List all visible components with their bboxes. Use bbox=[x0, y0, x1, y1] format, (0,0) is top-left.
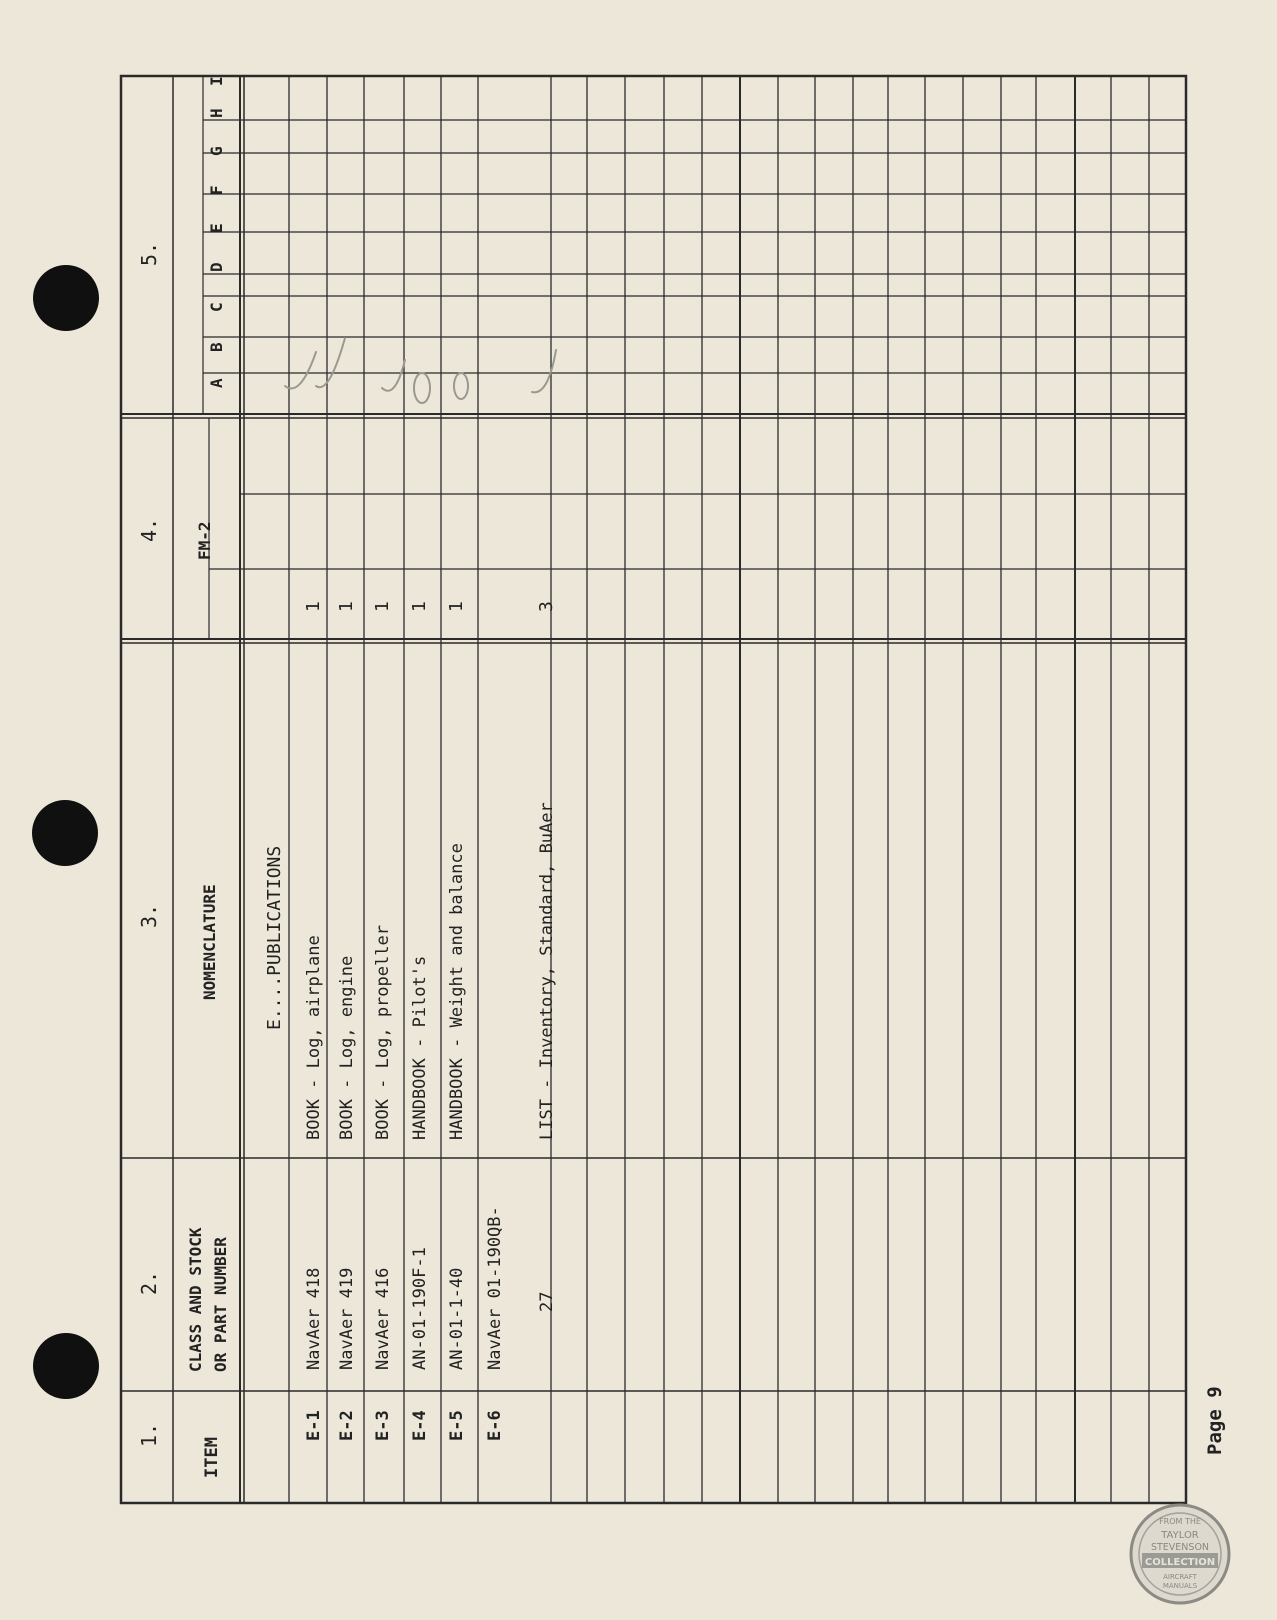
col5-letter: F bbox=[207, 185, 226, 195]
col5-letters bbox=[207, 76, 226, 388]
stamp-line1: FROM THE bbox=[1159, 1517, 1201, 1526]
part-number: NavAer 418 bbox=[304, 1267, 324, 1370]
part-number: AN-01-1-40 bbox=[447, 1267, 467, 1370]
zero-mark bbox=[414, 373, 430, 403]
collection-stamp bbox=[1128, 1502, 1232, 1606]
col5-letter: A bbox=[207, 378, 226, 388]
nomenclature: HANDBOOK - Pilot's bbox=[410, 955, 430, 1140]
col5-number: 5. bbox=[137, 241, 161, 266]
nomenclature: HANDBOOK - Weight and balance bbox=[447, 843, 467, 1140]
col5-letter: B bbox=[207, 342, 226, 352]
col1-number: 1. bbox=[137, 1422, 161, 1447]
section-heading: E....PUBLICATIONS bbox=[264, 845, 285, 1030]
page-label: Page 9 bbox=[1204, 1386, 1226, 1455]
zero-mark bbox=[454, 373, 468, 399]
nomenclature: LIST - Inventory, Standard, BuAer bbox=[537, 802, 557, 1140]
quantity: 1 bbox=[336, 601, 357, 612]
col5-letter: C bbox=[207, 302, 226, 312]
item-number: E-5 bbox=[447, 1410, 467, 1441]
stamp-line4: COLLECTION bbox=[1144, 1557, 1216, 1568]
nomenclature: BOOK - Log, engine bbox=[337, 955, 357, 1140]
col5-subcolumn-lines bbox=[203, 76, 1186, 414]
nomenclature: BOOK - Log, propeller bbox=[373, 925, 393, 1140]
item-number: E-2 bbox=[337, 1410, 357, 1441]
col4-number: 4. bbox=[137, 517, 161, 542]
col5-letter: D bbox=[207, 262, 226, 272]
item-number: E-4 bbox=[410, 1410, 430, 1441]
col2-number: 2. bbox=[137, 1270, 161, 1295]
part-number: NavAer 01-190QB- bbox=[485, 1206, 505, 1370]
stamp-line5: AIRCRAFT bbox=[1163, 1573, 1197, 1581]
col5-letter: E bbox=[207, 223, 226, 233]
table-body bbox=[303, 601, 557, 1441]
part-number: AN-01-190F-1 bbox=[410, 1247, 430, 1370]
col5-letter: H bbox=[207, 108, 226, 118]
check-mark bbox=[532, 350, 556, 392]
col1-title: ITEM bbox=[202, 1437, 222, 1478]
quantity: 3 bbox=[536, 601, 557, 612]
stamp-line6: MANUALS bbox=[1162, 1582, 1198, 1590]
quantity: 1 bbox=[446, 601, 467, 612]
nomenclature: BOOK - Log, airplane bbox=[304, 935, 324, 1140]
stamp-line2: TAYLOR bbox=[1161, 1530, 1199, 1541]
handwritten-checkmarks bbox=[285, 338, 556, 403]
stamp-line3: STEVENSON bbox=[1150, 1542, 1210, 1553]
col2-title-line1: CLASS AND STOCK bbox=[186, 1227, 205, 1372]
quantity: 1 bbox=[303, 601, 324, 612]
col5-letter: I bbox=[207, 76, 226, 86]
part-number: NavAer 416 bbox=[373, 1267, 393, 1370]
check-mark bbox=[316, 338, 345, 387]
check-mark bbox=[382, 360, 405, 391]
item-number: E-6 bbox=[485, 1410, 505, 1441]
col3-title: NOMENCLATURE bbox=[200, 884, 219, 1000]
col5-letter: G bbox=[207, 146, 226, 156]
col4-model: FM-2 bbox=[195, 521, 214, 560]
part-number: NavAer 419 bbox=[337, 1267, 357, 1370]
item-number: E-3 bbox=[373, 1410, 393, 1441]
quantity: 1 bbox=[409, 601, 430, 612]
item-number: E-1 bbox=[304, 1410, 324, 1441]
table-frame bbox=[121, 76, 1186, 1503]
quantity: 1 bbox=[372, 601, 393, 612]
col3-number: 3. bbox=[137, 903, 161, 928]
part-number-continued: 27 bbox=[537, 1291, 557, 1312]
col2-title-line2: OR PART NUMBER bbox=[211, 1237, 230, 1372]
